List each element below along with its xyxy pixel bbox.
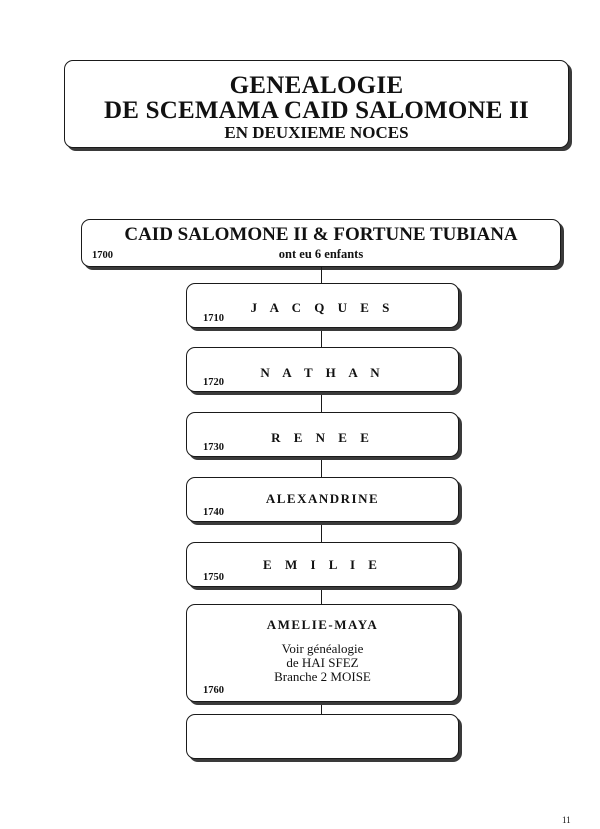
child-box-alexandrine — [186, 477, 459, 522]
child-name: ALEXANDRINE — [265, 491, 380, 506]
connector-line — [321, 587, 322, 604]
child-name: R E N E E — [271, 430, 374, 445]
child-year: 1730 — [203, 442, 224, 453]
child-box-emilie — [186, 542, 459, 587]
child-box-nathan — [186, 347, 459, 392]
child-note-line: Branche 2 MOISE — [274, 669, 371, 684]
child-name: AMELIE-MAYA — [266, 617, 379, 632]
child-year: 1750 — [203, 572, 224, 583]
parents-box — [81, 219, 561, 267]
connector-line — [321, 267, 322, 283]
title-genealogie: GENEALOGIE — [229, 72, 404, 99]
title-subtitle: EN DEUXIEME NOCES — [224, 123, 409, 142]
page-number: 11 — [562, 815, 571, 825]
title-family-name: DE SCEMAMA CAID SALOMONE II — [104, 97, 529, 124]
child-note-line: de HAI SFEZ — [286, 655, 359, 670]
child-name: J A C Q U E S — [250, 300, 395, 315]
child-year: 1740 — [203, 507, 224, 518]
child-box-jacques — [186, 283, 459, 328]
title-box — [64, 60, 569, 148]
child-box-amelie-maya — [186, 604, 459, 702]
child-year: 1710 — [203, 313, 224, 324]
child-year: 1720 — [203, 377, 224, 388]
connector-line — [321, 392, 322, 412]
connector-line — [321, 702, 322, 714]
child-name: E M I L I E — [263, 557, 382, 572]
parents-year: 1700 — [92, 250, 113, 261]
child-name: N A T H A N — [260, 365, 385, 380]
child-box-renee — [186, 412, 459, 457]
child-box-empty — [186, 714, 459, 759]
child-note-line: Voir généalogie — [281, 641, 364, 656]
parents-children-count: ont eu 6 enfants — [278, 247, 364, 261]
child-year: 1760 — [203, 685, 224, 696]
parents-names: CAID SALOMONE II & FORTUNE TUBIANA — [124, 224, 518, 245]
connector-line — [321, 328, 322, 347]
connector-line — [321, 522, 322, 542]
connector-line — [321, 457, 322, 477]
